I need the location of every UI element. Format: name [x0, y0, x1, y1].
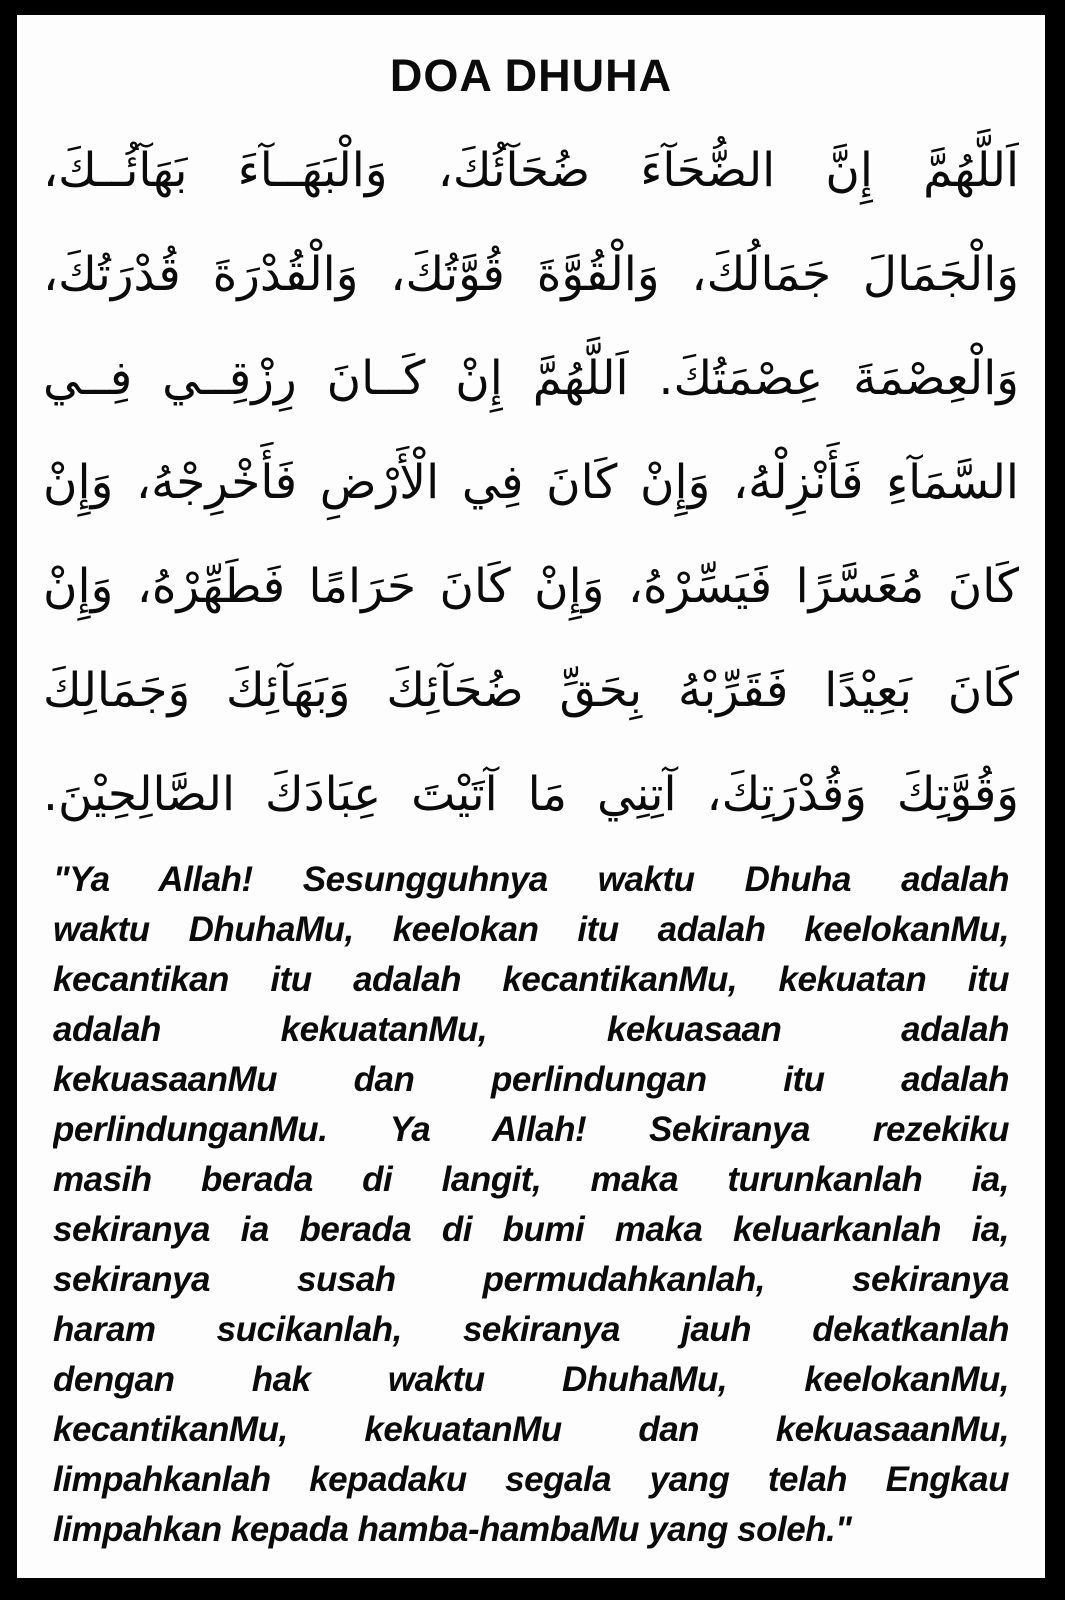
- arabic-line: وَالْجَمَالَ جَمَالُكَ، وَالْقُوَّةَ قُوَّتُكَ، وَالْقُدْرَةَ قُدْرَتُكَ،: [43, 247, 1019, 302]
- translation-line: sekiranya ia berada di bumi maka keluarkanlah ia,: [53, 1210, 1009, 1249]
- translation-line: kecantikan itu adalah kecantikanMu, kekuatan itu: [53, 960, 1009, 999]
- translation-line: limpahkan kepada hamba-hambaMu yang soleh.": [53, 1510, 852, 1549]
- page-title: DOA DHUHA: [389, 50, 673, 101]
- arabic-line: كَانَ مُعَسَّرًا فَيَسِّرْهُ، وَإِنْ كَانَ حَرَامًا فَطَهِّرْهُ، وَإِنْ: [43, 559, 1019, 614]
- prayer-document: [17, 15, 1045, 1578]
- translation-line: adalah kekuatanMu, kekuasaan adalah: [53, 1010, 1009, 1049]
- translation-line: kekuasaanMu dan perlindungan itu adalah: [53, 1060, 1009, 1099]
- arabic-line: وَقُوَّتِكَ وَقُدْرَتِكَ، آتِنِي مَا آتَيْتَ عِبَادَكَ الصَّالِحِيْنَ.: [43, 767, 1019, 822]
- translation-line: perlindunganMu. Ya Allah! Sekiranya rezekiku: [53, 1110, 1009, 1149]
- arabic-line: السَّمَآءِ فَأَنْزِلْهُ، وَإِنْ كَانَ فِي الْأَرْضِ فَأَخْرِجْهُ، وَإِنْ: [43, 455, 1019, 510]
- arabic-line: اَللَّهُمَّ إِنَّ الضُّحَآءَ ضُحَآئُكَ، وَالْبَهَــآءَ بَهَآئُــكَ،: [43, 143, 1019, 198]
- malay-translation: [17, 855, 1045, 1555]
- arabic-prayer: [17, 119, 1045, 847]
- translation-line: limpahkanlah kepadaku segala yang telah Engkau: [53, 1460, 1009, 1499]
- translation-line: haram sucikanlah, sekiranya jauh dekatkanlah: [53, 1310, 1009, 1349]
- translation-line: "Ya Allah! Sesungguhnya waktu Dhuha adalah: [53, 860, 1009, 899]
- arabic-line: وَالْعِصْمَةَ عِصْمَتُكَ. اَللَّهُمَّ إِنْ كَــانَ رِزْقِــي فِــي: [43, 351, 1019, 406]
- translation-line: masih berada di langit, maka turunkanlah ia,: [53, 1160, 1009, 1199]
- arabic-line: كَانَ بَعِيْدًا فَقَرِّبْهُ بِحَقِّ ضُحَآئِكَ وَبَهَآئِكَ وَجَمَالِكَ: [43, 663, 1019, 718]
- translation-line: waktu DhuhaMu, keelokan itu adalah keelokanMu,: [53, 910, 1009, 949]
- translation-line: kecantikanMu, kekuatanMu dan kekuasaanMu,: [53, 1410, 1009, 1449]
- translation-line: dengan hak waktu DhuhaMu, keelokanMu,: [53, 1360, 1009, 1399]
- translation-line: sekiranya susah permudahkanlah, sekiranya: [53, 1260, 1009, 1299]
